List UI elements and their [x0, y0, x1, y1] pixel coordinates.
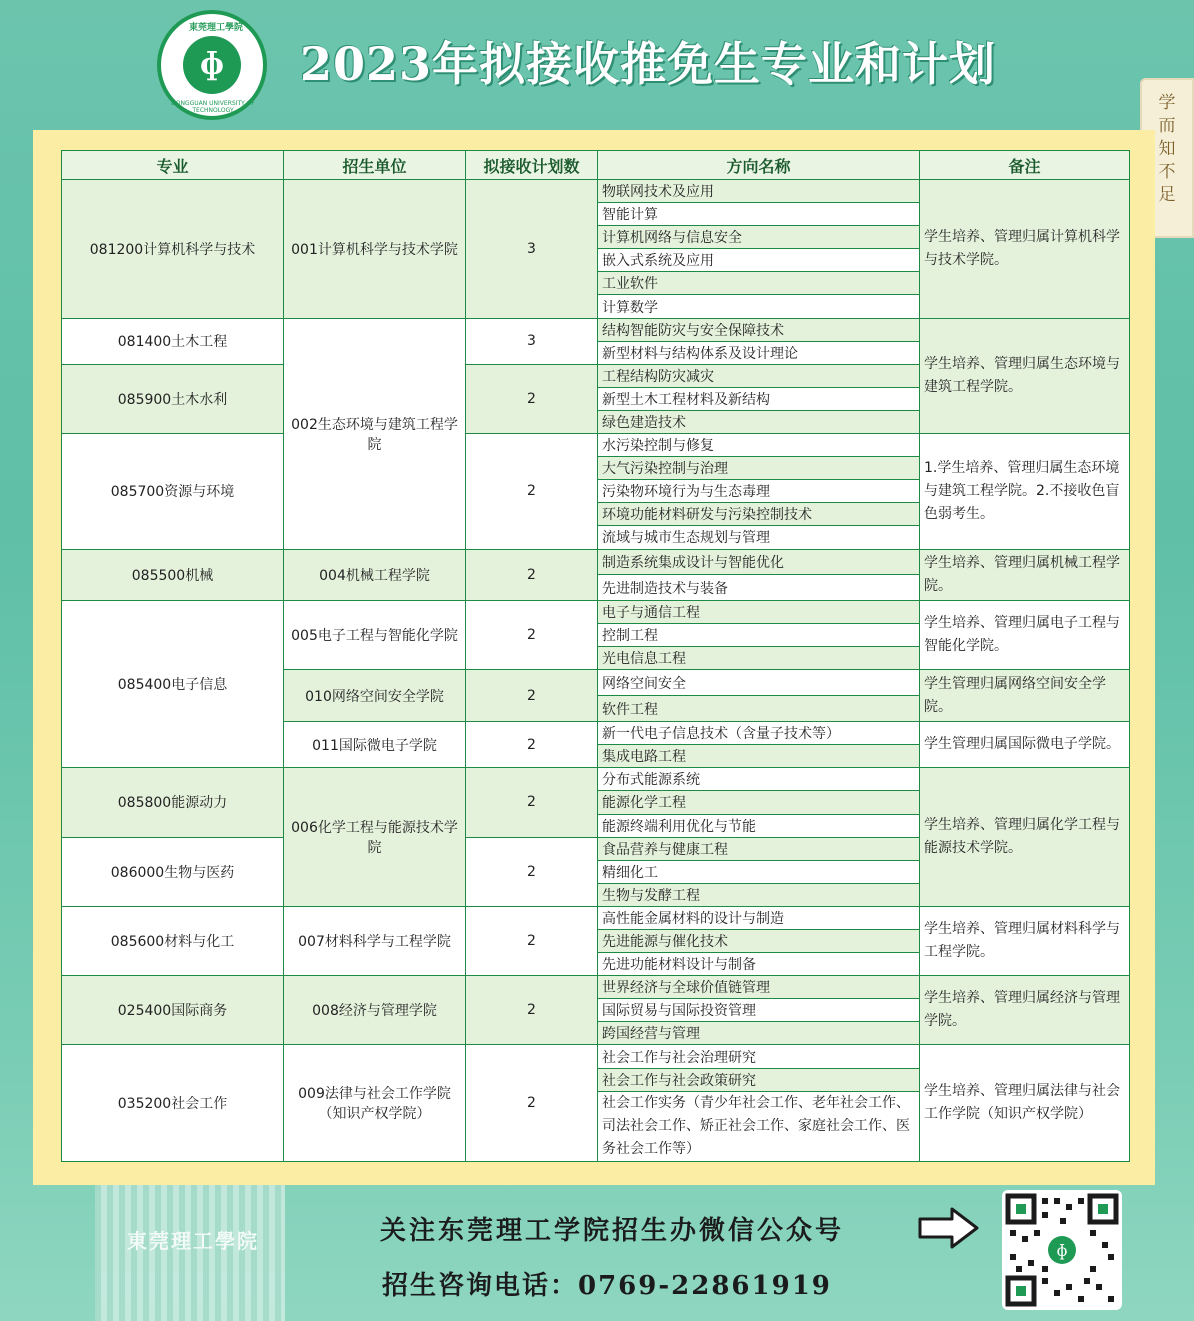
major-cell: 085900土木水利 — [62, 364, 284, 433]
major-cell: 025400国际商务 — [62, 976, 284, 1045]
unit-cell: 006化学工程与能源技术学院 — [284, 768, 466, 907]
remark-cell: 学生培养、管理归属材料科学与工程学院。 — [920, 906, 1130, 975]
arrow-right-icon — [918, 1206, 980, 1250]
motto-char: 学 — [1158, 93, 1176, 113]
table-row — [62, 318, 1130, 341]
major-cell: 086000生物与医药 — [62, 837, 284, 906]
direction-cell: 控制工程 — [598, 624, 920, 647]
direction-cell: 能源终端利用优化与节能 — [598, 814, 920, 837]
direction-cell: 跨国经营与管理 — [598, 1022, 920, 1045]
table-row — [62, 768, 1130, 791]
direction-cell: 集成电路工程 — [598, 745, 920, 768]
direction-cell: 先进功能材料设计与制备 — [598, 953, 920, 976]
direction-cell: 结构智能防灾与安全保障技术 — [598, 318, 920, 341]
quota-cell: 2 — [466, 670, 598, 722]
quota-cell: 2 — [466, 837, 598, 906]
unit-cell: 001计算机科学与技术学院 — [284, 180, 466, 319]
direction-cell: 国际贸易与国际投资管理 — [598, 999, 920, 1022]
logo-emblem-icon: ɸ — [183, 36, 241, 94]
quota-cell: 2 — [466, 976, 598, 1045]
major-cell: 085500机械 — [62, 549, 284, 601]
quota-cell: 2 — [466, 722, 598, 768]
university-logo — [157, 10, 267, 120]
direction-cell: 水污染控制与修复 — [598, 434, 920, 457]
building-sign-text: 東莞理工學院 — [127, 1229, 259, 1253]
direction-cell: 大气污染控制与治理 — [598, 457, 920, 480]
direction-cell: 计算数学 — [598, 295, 920, 318]
remark-cell: 学生管理归属网络空间安全学院。 — [920, 670, 1130, 722]
table-row — [62, 601, 1130, 624]
quota-cell: 3 — [466, 318, 598, 364]
motto-char: 不 — [1158, 162, 1176, 182]
remark-cell: 学生培养、管理归属法律与社会工作学院（知识产权学院） — [920, 1045, 1130, 1162]
remark-cell: 学生培养、管理归属机械工程学院。 — [920, 549, 1130, 601]
direction-cell: 先进能源与催化技术 — [598, 930, 920, 953]
table-row — [62, 180, 1130, 203]
quota-cell: 2 — [466, 601, 598, 670]
quota-cell: 2 — [466, 434, 598, 549]
major-cell: 085800能源动力 — [62, 768, 284, 837]
direction-cell: 新一代电子信息技术（含量子技术等） — [598, 722, 920, 745]
major-cell: 085700资源与环境 — [62, 434, 284, 549]
quota-cell: 2 — [466, 768, 598, 837]
direction-cell: 工程结构防灾减灾 — [598, 364, 920, 387]
direction-cell: 高性能金属材料的设计与制造 — [598, 906, 920, 929]
header — [0, 0, 1194, 130]
quota-cell: 2 — [466, 549, 598, 601]
major-cell: 085400电子信息 — [62, 601, 284, 768]
direction-cell: 工业软件 — [598, 272, 920, 295]
header-major: 专业 — [62, 151, 284, 180]
enrollment-plan-table — [61, 150, 1130, 1162]
quota-cell: 2 — [466, 364, 598, 433]
wechat-notice: 关注东莞理工学院招生办微信公众号 — [380, 1216, 845, 1246]
table-row — [62, 549, 1130, 575]
wechat-qr-code[interactable] — [1002, 1190, 1122, 1310]
direction-cell: 光电信息工程 — [598, 647, 920, 670]
major-cell: 085600材料与化工 — [62, 906, 284, 975]
unit-cell: 008经济与管理学院 — [284, 976, 466, 1045]
direction-cell: 绿色建造技术 — [598, 410, 920, 433]
direction-cell: 社会工作与社会政策研究 — [598, 1068, 920, 1091]
unit-cell: 009法律与社会工作学院（知识产权学院） — [284, 1045, 466, 1162]
header-direction: 方向名称 — [598, 151, 920, 180]
remark-cell: 学生培养、管理归属化学工程与能源技术学院。 — [920, 768, 1130, 907]
quota-cell: 2 — [466, 906, 598, 975]
remark-cell: 学生培养、管理归属经济与管理学院。 — [920, 976, 1130, 1045]
direction-cell: 分布式能源系统 — [598, 768, 920, 791]
unit-cell: 010网络空间安全学院 — [284, 670, 466, 722]
logo-english-name: DONGGUAN UNIVERSITY OF TECHNOLOGY — [171, 100, 255, 114]
major-cell: 081200计算机科学与技术 — [62, 180, 284, 319]
direction-cell: 社会工作实务（青少年社会工作、老年社会工作、司法社会工作、矫正社会工作、家庭社会工作、医务社会工作等） — [598, 1092, 920, 1162]
quota-cell: 3 — [466, 180, 598, 319]
direction-cell: 网络空间安全 — [598, 670, 920, 696]
header-quota: 拟接收计划数 — [466, 151, 598, 180]
qr-code-icon — [1002, 1190, 1122, 1310]
direction-cell: 生物与发酵工程 — [598, 883, 920, 906]
direction-cell: 污染物环境行为与生态毒理 — [598, 480, 920, 503]
svg-text:ɸ: ɸ — [1056, 1241, 1068, 1260]
direction-cell: 软件工程 — [598, 696, 920, 722]
unit-cell: 007材料科学与工程学院 — [284, 906, 466, 975]
table-row — [62, 906, 1130, 929]
table-row — [62, 1045, 1130, 1068]
direction-cell: 新型土木工程材料及新结构 — [598, 387, 920, 410]
remark-cell: 学生培养、管理归属计算机科学与技术学院。 — [920, 180, 1130, 319]
motto-char: 足 — [1158, 185, 1176, 205]
remark-cell: 学生培养、管理归属电子工程与智能化学院。 — [920, 601, 1130, 670]
remark-cell: 1.学生培养、管理归属生态环境与建筑工程学院。2.不接收色盲色弱考生。 — [920, 434, 1130, 549]
direction-cell: 世界经济与全球价值链管理 — [598, 976, 920, 999]
unit-cell: 004机械工程学院 — [284, 549, 466, 601]
direction-cell: 食品营养与健康工程 — [598, 837, 920, 860]
motto-char: 知 — [1158, 139, 1176, 159]
quota-cell: 2 — [466, 1045, 598, 1162]
page-title: 2023年拟接收推免生专业和计划 — [300, 37, 997, 91]
major-cell: 035200社会工作 — [62, 1045, 284, 1162]
logo-chinese-name: 東莞理工學院 — [188, 23, 243, 33]
phone-notice: 招生咨询电话：0769-22861919 — [382, 1271, 832, 1301]
direction-cell: 制造系统集成设计与智能优化 — [598, 549, 920, 575]
unit-cell: 005电子工程与智能化学院 — [284, 601, 466, 670]
table-row — [62, 434, 1130, 457]
direction-cell: 嵌入式系统及应用 — [598, 249, 920, 272]
motto-char: 而 — [1158, 116, 1176, 136]
direction-cell: 新型材料与结构体系及设计理论 — [598, 341, 920, 364]
table-header-row — [62, 151, 1130, 180]
direction-cell: 先进制造技术与装备 — [598, 575, 920, 601]
direction-cell: 精细化工 — [598, 860, 920, 883]
remark-cell: 学生培养、管理归属生态环境与建筑工程学院。 — [920, 318, 1130, 433]
header-unit: 招生单位 — [284, 151, 466, 180]
campus-building-image — [95, 1185, 285, 1321]
direction-cell: 环境功能材料研发与污染控制技术 — [598, 503, 920, 526]
remark-cell: 学生管理归属国际微电子学院。 — [920, 722, 1130, 768]
direction-cell: 流域与城市生态规划与管理 — [598, 526, 920, 549]
direction-cell: 电子与通信工程 — [598, 601, 920, 624]
direction-cell: 智能计算 — [598, 203, 920, 226]
direction-cell: 社会工作与社会治理研究 — [598, 1045, 920, 1068]
direction-cell: 计算机网络与信息安全 — [598, 226, 920, 249]
unit-cell: 002生态环境与建筑工程学院 — [284, 318, 466, 549]
unit-cell: 011国际微电子学院 — [284, 722, 466, 768]
direction-cell: 物联网技术及应用 — [598, 180, 920, 203]
table-row — [62, 976, 1130, 999]
major-cell: 081400土木工程 — [62, 318, 284, 364]
header-remark: 备注 — [920, 151, 1130, 180]
direction-cell: 能源化学工程 — [598, 791, 920, 814]
